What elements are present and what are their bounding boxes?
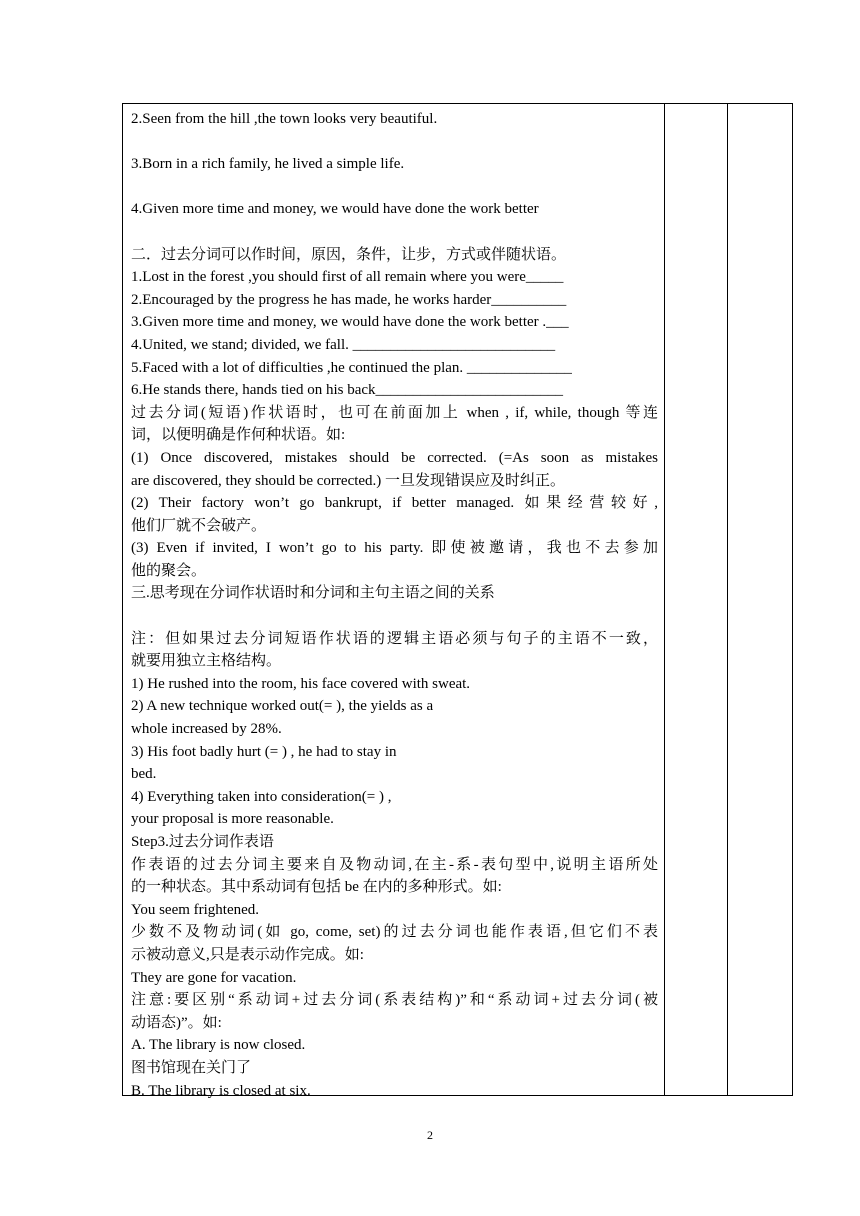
exercise-item: 4.United, we stand; divided, we fall. ___________________________ [131, 336, 556, 353]
exercise-item: 5.Faced with a lot of difficulties ,he continued the plan. ______________ [131, 359, 572, 376]
note-line: 就要用独立主格结构。 [131, 653, 282, 670]
section-heading: 二．过去分词可以作时间，原因，条件，让步，方式或伴随状语。 [131, 246, 567, 263]
text-line: 示被动意义,只是表示动作完成。如: [131, 946, 364, 963]
lesson-table [122, 103, 793, 1099]
lesson-content [131, 108, 658, 1102]
column-divider [727, 104, 728, 1095]
note-line: 注意:要区别“系动词+过去分词(系表结构)”和“系动词+过去分词(被 [131, 992, 658, 1009]
text-line: 4.Given more time and money, we would have done the work better [131, 201, 539, 218]
text-line: 少数不及物动词(如 go, come, set)的过去分词也能作表语,但它们不表 [131, 924, 658, 941]
text-line: 过去分词(短语)作状语时，也可在前面加上 when , if, while, though 等连 [131, 404, 658, 421]
column-divider [664, 104, 665, 1095]
example-line: 2) A new technique worked out(= ), the yields as a [131, 698, 434, 715]
example-line: 3) His foot badly hurt (= ) , he had to stay in [131, 743, 397, 760]
text-line: 词，以便明确是作何种状语。如: [131, 427, 346, 444]
text-line: 的一种状态。其中系动词有包括 be 在内的多种形式。如: [131, 879, 502, 896]
example-line: bed. [131, 766, 157, 783]
example-line: B. The library is closed at six. [131, 1082, 311, 1099]
section-heading: Step3.过去分词作表语 [131, 834, 274, 850]
exercise-item: 1.Lost in the forest ,you should first of all remain where you were_____ [131, 269, 564, 286]
text-line: 作表语的过去分词主要来自及物动词,在主-系-表句型中,说明主语所处 [131, 856, 658, 873]
example-line: 1) He rushed into the room, his face covered with sweat. [131, 675, 471, 692]
exercise-item: 2.Encouraged by the progress he has made, he works harder__________ [131, 291, 567, 308]
example-line: are discovered, they should be corrected.) 一旦发现错误应及时纠正。 [131, 472, 566, 489]
example-line: You seem frightened. [131, 901, 260, 918]
section-heading: 三.思考现在分词作状语时和分词和主句主语之间的关系 [131, 585, 495, 602]
exercise-item: 6.He stands there, hands tied on his back_________________________ [131, 382, 564, 399]
example-line: They are gone for vacation. [131, 969, 297, 986]
page-number: 2 [427, 1128, 433, 1142]
example-line: A. The library is now closed. [131, 1037, 306, 1054]
example-line: whole increased by 28%. [131, 721, 282, 738]
example-line: (1) Once discovered, mistakes should be corrected. (=As soon as mistakes [131, 449, 658, 466]
example-line: 他的聚会。 [131, 562, 207, 579]
text-line: 3.Born in a rich family, he lived a simple life. [131, 156, 405, 173]
text-line: 2.Seen from the hill ,the town looks very beautiful. [131, 111, 438, 127]
example-line: 图书馆现在关门了 [131, 1059, 252, 1076]
note-line: 注：但如果过去分词短语作状语的逻辑主语必须与句子的主语不一致， [131, 630, 658, 647]
example-line: 4) Everything taken into consideration(= ) , [131, 788, 392, 805]
example-line: (2) Their factory won’t go bankrupt, if better managed. 如果经营较好, [131, 495, 658, 512]
exercise-item: 3.Given more time and money, we would have done the work better .___ [131, 314, 569, 331]
example-line: your proposal is more reasonable. [131, 811, 334, 828]
note-line: 动语态)”。如: [131, 1014, 222, 1031]
example-line: 他们厂就不会破产。 [131, 517, 267, 534]
example-line: (3) Even if invited, I won’t go to his party. 即使被邀请，我也不去参加 [131, 540, 658, 557]
